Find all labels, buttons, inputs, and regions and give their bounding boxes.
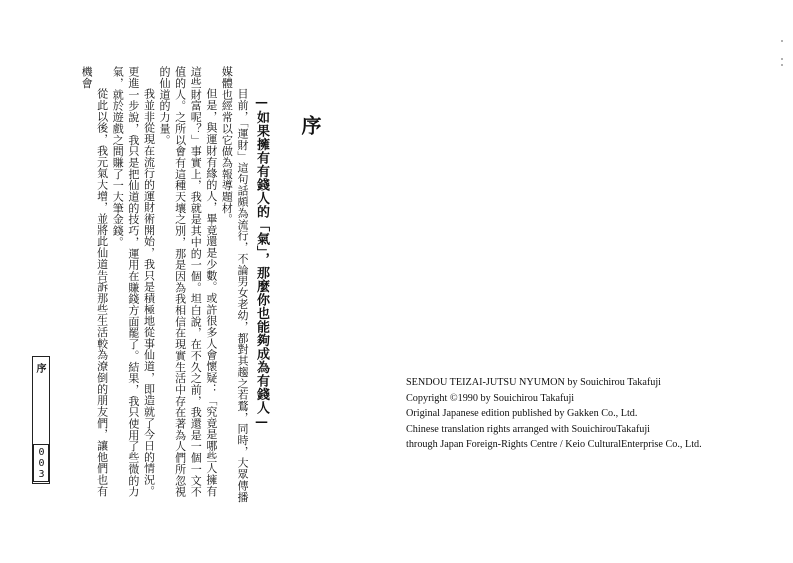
side-tab-label: 序 bbox=[34, 363, 45, 373]
copyright-line: Copyright ©1990 by Souichirou Takafuji bbox=[406, 392, 575, 404]
scan-speck bbox=[781, 64, 783, 66]
scan-speck bbox=[781, 58, 783, 60]
copyright-line: Original Japanese edition published by Gakken Co., Ltd. bbox=[406, 408, 638, 420]
paragraph: 從此以後，我元氣大增，並將此仙道告訴那些生活較為潦倒的朋友們，讓他們也有機會 bbox=[80, 66, 109, 497]
page-number: 003 bbox=[33, 444, 49, 482]
copyright-block bbox=[406, 375, 702, 453]
chapter-subtitle: —如果擁有有錢人的「氣」，那麼你也能夠成為有錢人— bbox=[254, 95, 269, 430]
paragraph: 但是，與運財有緣的人，畢竟還是少數。或許很多人會懷疑：「究竟是哪些人擁有這些財富呢？」事實上，我就是其中的一個。坦白說，在不久之前，我還是一個一文不值的人。之所以會有這種天壤之別，那是因為我相信在現實生活中存在著為人們所忽視的仙道的力量。 bbox=[158, 66, 218, 498]
copyright-line: through Japan Foreign-Rights Centre / Keio CulturalEnterprise Co., Ltd. bbox=[406, 439, 702, 451]
copyright-line: Chinese translation rights arranged with SouichirouTakafuji bbox=[406, 423, 651, 435]
paragraph: 我並非從現在流行的運財術開始，我只是積極地從事仙道，即造就了今日的情況。更進一步說，我只是把仙道的技巧，運用在賺錢方面罷了。結果，我只使用了些微的力氣，就於遊戲之間賺了一大筆金錢。 bbox=[111, 66, 156, 498]
chapter-title: 序 bbox=[298, 115, 322, 135]
scan-speck bbox=[781, 40, 783, 42]
body-text bbox=[64, 66, 250, 506]
paragraph: 目前，「運財」這句話頗為流行，不論男女老幼，都對其趨之若鶩，同時，大眾傳播媒體也經常以它做為報導題材。 bbox=[220, 66, 249, 503]
copyright-line: SENDOU TEIZAI-JUTSU NYUMON by Souichirou Takafuji bbox=[406, 377, 661, 388]
